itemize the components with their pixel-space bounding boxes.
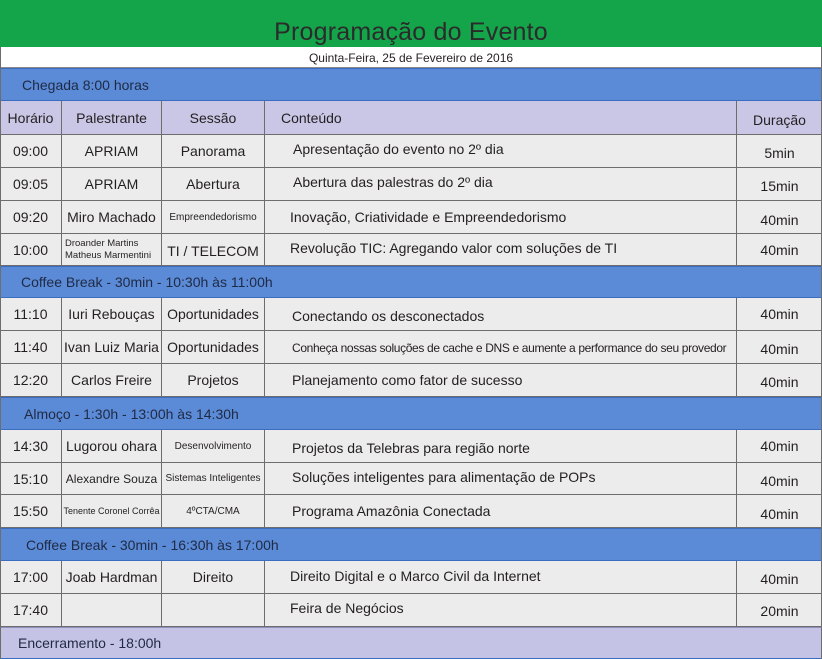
table-row bbox=[0, 594, 822, 627]
row-speaker: Tenente Coronel Corrêa bbox=[61, 495, 161, 527]
row-duration: 40min bbox=[736, 234, 822, 265]
arrival-label: Chegada 8:00 horas bbox=[22, 76, 149, 93]
event-date: Quinta-Feira, 25 de Fevereiro de 2016 bbox=[0, 47, 822, 68]
row-session: Projetos bbox=[161, 364, 264, 396]
row-time: 15:10 bbox=[12, 470, 49, 487]
closing-label: Encerramento - 18:00h bbox=[18, 635, 162, 651]
speaker-line-2: Matheus Marmentini bbox=[65, 249, 152, 261]
row-content: Apresentação do evento no 2º dia bbox=[264, 135, 736, 167]
header-duration: Duração bbox=[736, 101, 822, 134]
row-speaker bbox=[61, 234, 161, 265]
row-time: 10:00 bbox=[12, 241, 49, 258]
row-session bbox=[161, 594, 264, 626]
row-duration: 15min bbox=[736, 168, 822, 200]
arrival-band bbox=[0, 68, 822, 101]
row-duration: 5min bbox=[736, 135, 822, 167]
row-session: Oportunidades bbox=[161, 298, 264, 330]
row-session: Sistemas Inteligentes bbox=[161, 463, 264, 494]
row-session: 4ºCTA/CMA bbox=[161, 495, 264, 527]
row-speaker: Carlos Freire bbox=[61, 364, 161, 396]
table-header bbox=[0, 101, 822, 135]
row-session: Desenvolvimento bbox=[161, 430, 264, 462]
row-speaker: Joab Hardman bbox=[61, 561, 161, 593]
row-time: 11:40 bbox=[13, 339, 48, 355]
row-time: 11:10 bbox=[13, 306, 48, 322]
row-speaker: Miro Machado bbox=[61, 201, 161, 233]
row-time: 12:20 bbox=[12, 372, 49, 388]
row-speaker bbox=[61, 594, 161, 626]
row-content: Revolução TIC: Agregando valor com soluções de TI bbox=[264, 234, 736, 265]
page-title: Programação do Evento bbox=[274, 18, 548, 46]
row-duration: 40min bbox=[736, 364, 822, 396]
row-time: 14:30 bbox=[12, 438, 49, 454]
row-duration: 40min bbox=[736, 331, 822, 363]
row-duration: 20min bbox=[736, 594, 822, 626]
row-time: 09:00 bbox=[12, 143, 49, 159]
coffee-break-band bbox=[0, 528, 822, 561]
row-session: Abertura bbox=[161, 168, 264, 200]
row-duration: 40min bbox=[736, 495, 822, 527]
row-content: Abertura das palestras do 2º dia bbox=[264, 168, 736, 200]
lunch-band bbox=[0, 397, 822, 430]
row-duration: 40min bbox=[736, 298, 822, 330]
coffee-break-label: Coffee Break - 30min - 10:30h às 11:00h bbox=[21, 274, 273, 290]
frame-left-border bbox=[0, 47, 1, 659]
title-bar bbox=[0, 0, 822, 47]
row-time: 17:40 bbox=[12, 602, 49, 618]
closing-band bbox=[0, 627, 822, 659]
row-time: 17:00 bbox=[12, 569, 49, 585]
table-row bbox=[0, 298, 822, 331]
row-content: Soluções inteligentes para alimentação de POPs bbox=[264, 463, 736, 494]
row-duration: 40min bbox=[736, 463, 822, 494]
row-session: Oportunidades bbox=[161, 331, 264, 363]
row-content: Inovação, Criatividade e Empreendedorismo bbox=[264, 201, 736, 233]
row-speaker: Iuri Rebouças bbox=[61, 298, 161, 330]
row-speaker: APRIAM bbox=[61, 168, 161, 200]
row-content: Planejamento como fator de sucesso bbox=[264, 364, 736, 396]
coffee-break-label: Coffee Break - 30min - 16:30h às 17:00h bbox=[26, 536, 279, 553]
row-session: TI / TELECOM bbox=[161, 234, 264, 265]
table-row bbox=[0, 135, 822, 168]
row-duration: 40min bbox=[736, 201, 822, 233]
row-content: Feira de Negócios bbox=[264, 594, 736, 626]
table-row bbox=[0, 561, 822, 594]
table-row bbox=[0, 463, 822, 495]
row-content: Projetos da Telebras para região norte bbox=[264, 430, 736, 462]
header-session: Sessão bbox=[161, 101, 264, 134]
table-row bbox=[0, 168, 822, 201]
row-speaker: Lugorou ohara bbox=[61, 430, 161, 462]
row-time: 15:50 bbox=[12, 503, 49, 519]
row-session: Direito bbox=[161, 561, 264, 593]
row-content: Programa Amazônia Conectada bbox=[264, 495, 736, 527]
row-speaker: APRIAM bbox=[61, 135, 161, 167]
table-row bbox=[0, 430, 822, 463]
header-time: Horário bbox=[7, 109, 54, 126]
row-content: Direito Digital e o Marco Civil da Internet bbox=[264, 561, 736, 593]
row-duration: 40min bbox=[736, 430, 822, 462]
header-speaker: Palestrante bbox=[61, 101, 161, 134]
speaker-line-1: Droander Martins bbox=[65, 237, 139, 249]
row-duration: 40min bbox=[736, 561, 822, 593]
table-row bbox=[0, 364, 822, 397]
row-time: 09:20 bbox=[12, 209, 49, 225]
row-session: Empreendedorismo bbox=[161, 201, 264, 233]
table-row bbox=[0, 331, 822, 364]
lunch-label: Almoço - 1:30h - 13:00h às 14:30h bbox=[24, 405, 239, 422]
table-row bbox=[0, 495, 822, 528]
coffee-break-band bbox=[0, 266, 822, 298]
row-content: Conheça nossas soluções de cache e DNS e aumente a performance do seu provedor bbox=[264, 331, 736, 363]
row-speaker: Alexandre Souza bbox=[61, 463, 161, 494]
header-content: Conteúdo bbox=[264, 101, 736, 134]
row-time: 09:05 bbox=[12, 176, 49, 192]
row-content: Conectando os desconectados bbox=[264, 298, 736, 330]
row-session: Panorama bbox=[161, 135, 264, 167]
table-row bbox=[0, 234, 822, 266]
row-speaker: Ivan Luiz Maria bbox=[61, 331, 161, 363]
table-row bbox=[0, 201, 822, 234]
